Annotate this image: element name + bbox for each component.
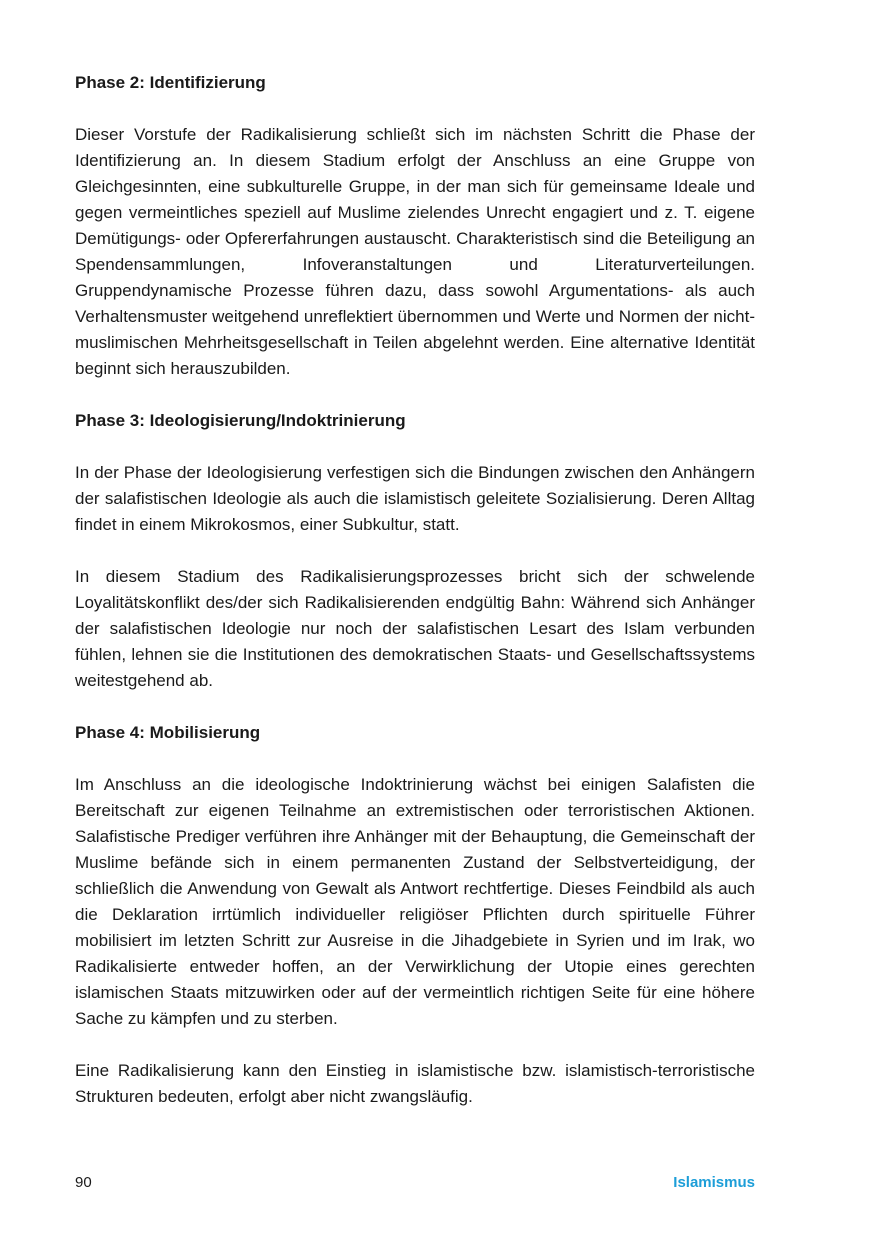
phase-3-heading: Phase 3: Ideologisierung/Indoktrinierung xyxy=(75,411,406,430)
page-number: 90 xyxy=(75,1174,92,1191)
phase-2-heading: Phase 2: Identifizierung xyxy=(75,73,266,92)
phase-4-heading: Phase 4: Mobilisierung xyxy=(75,723,261,742)
page-footer xyxy=(75,1171,755,1195)
phase-3-paragraph-1: In der Phase der Ideologisierung verfestigen sich die Bindungen zwischen den Anhängern der salafistischen Ideologie als auch die islamistisch geleitete Sozialisierung. Deren Alltag findet in einem Mikrokosmos, einer Subkultur, statt. xyxy=(75,463,755,534)
running-title: Islamismus xyxy=(673,1174,755,1191)
phase-3-paragraph-2: In diesem Stadium des Radikalisierungsprozesses bricht sich der schwelende Loyalitätskonflikt des/der sich Radikalisierenden endgültig Bahn: Während sich Anhänger der salafistischen Ideologie nur noch der salafistischen Lesart des Islam verbunden fühlen, lehnen sie die Institutionen des demokratischen Staats- und Gesellschaftssystems weitestgehend ab. xyxy=(75,567,755,690)
phase-2-paragraph: Dieser Vorstufe der Radikalisierung schließt sich im nächsten Schritt die Phase der Identifizierung an. In diesem Stadium erfolgt der Anschluss an eine Gruppe von Gleichgesinnten, eine subkulturelle Gruppe, in der man sich für gemeinsame Ideale und gegen vermeintliches speziell auf Muslime zielendes Unrecht engagiert und z. T. eigene Demütigungs- oder Opfererfahrungen austauscht. Charakteristisch sind die Beteiligung an Spendensammlungen, Infoveranstaltungen und Literaturverteilungen. Gruppendynamische Prozesse führen dazu, dass sowohl Argumentations- als auch Verhaltensmuster weitgehend unreflektiert übernommen und Werte und Normen der nicht-muslimischen Mehrheitsgesellschaft in Teilen abgelehnt werden. Eine alternative Identität beginnt sich herauszubilden. xyxy=(75,125,755,378)
page-body xyxy=(75,70,755,1136)
phase-4-paragraph-1: Im Anschluss an die ideologische Indoktrinierung wächst bei einigen Salafisten die Bereitschaft zur eigenen Teilnahme an extremistischen oder terroristischen Aktionen. Salafistische Prediger verführen ihre Anhänger mit der Behauptung, die Gemeinschaft der Muslime befände sich in einem permanenten Zustand der Selbstverteidigung, der schließlich die Anwendung von Gewalt als Antwort rechtfertige. Dieses Feindbild als auch die Deklaration irrtümlich individueller religiöser Pflichten durch spirituelle Führer mobilisiert im letzten Schritt zur Ausreise in die Jihadgebiete in Syrien und im Irak, wo Radikalisierte entweder hoffen, an der Verwirklichung der Utopie eines gerechten islamischen Staats mitzuwirken oder auf der vermeintlich richtigen Seite für eine höhere Sache zu kämpfen und zu sterben. xyxy=(75,775,755,1028)
phase-4-paragraph-2: Eine Radikalisierung kann den Einstieg in islamistische bzw. islamistisch-terroristische Strukturen bedeuten, erfolgt aber nicht zwangsläufig. xyxy=(75,1061,755,1106)
